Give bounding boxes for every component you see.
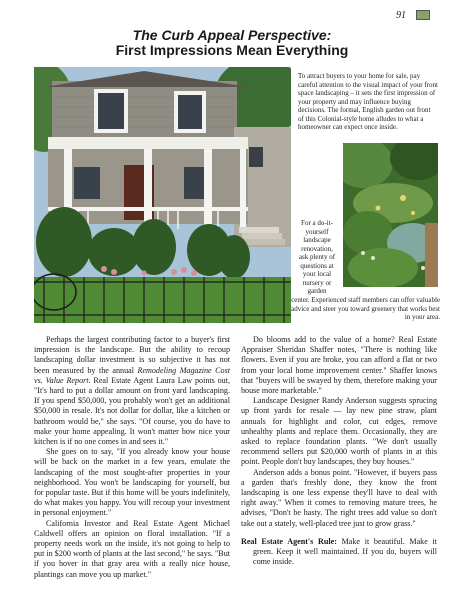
page-title — [0, 28, 464, 58]
house-photo — [34, 67, 291, 323]
garden-photo — [343, 143, 438, 287]
publication-title: Remodeling Magazine Cost vs. Value Report — [34, 365, 230, 385]
article-paragraph: Perhaps the largest contributing factor to a buyer's first impression is the landscape. But the ability to recoup landscaping dollar investment is so subjective it has not been measured by the annual Remodeling Magazine Cost vs. Value Report. Real Estate Agent Laura Law points out, "It's hard to put a dollar amount on front yard landscaping. If you spend $50,000, you probably won't get an additional $50,000 in resale. It's not dollar for dollar, like a kitchen or bathroom would be," she says. "Of course, you do have to make your home appealing. It won't matter how nice your kitchen is if no one comes in and sees it." — [34, 335, 230, 447]
article-column-right — [241, 335, 437, 567]
article-paragraph: Do blooms add to the value of a home? Real Estate Appraiser Sheridan Shaffer notes, "There is nothing like flowers. Even if you are broke, you can afford a flat or two from your local home improvement center." Shaffer knows that "buyers will be swayed by them, therefore making your house more marketable." — [241, 335, 437, 396]
caption-garden-lower: center. Experienced staff members can offer valuable advice and steer you toward greenery that works best in your area. — [291, 296, 440, 321]
article-paragraph: She goes on to say, "If you already know your house will be back on the market in a few years, emulate the landscaping of the most sought-after properties in your neighborhood. You won't be landscaping for yourself, but for popular taste. But if this home will be yours indefinitely, do what makes you happy. You will recoup your investment in personal enjoyment." — [34, 447, 230, 518]
caption-top: To attract buyers to your home for sale, pay careful attention to the visual impact of your front space landscaping – it sets the first impression of your property and may influence buying decisions. The formal, English garden out front of this Colonial-style home alludes to what a homeowner can expect once inside. — [298, 72, 438, 131]
title-line-1: The Curb Appeal Perspective: — [132, 27, 332, 43]
page-number: 91 — [396, 10, 406, 21]
article-paragraph: California Investor and Real Estate Agent Michael Caldwell offers an opinion on floral installation. "If a property needs work on the inside, it's not going to help to put in $200 worth of plants at the last second," he says. "But if you hover in that gray area with a really nice house, plantings can move you up market." — [34, 518, 230, 579]
agent-rule-label: Real Estate Agent's Rule: — [241, 536, 337, 546]
article-paragraph: Landscape Designer Randy Anderson suggests sprucing up front yards for resale — lay new pine straw, plant annuals for highlight and color, cut edges, remove unhealthy plants and replace them. Occasionally, they are asked to replace foundation plants. "We don't usually recommend sellers put $20,000 worth of plants in at this point. People don't buy landscapes, they buy houses." — [241, 396, 437, 467]
article-column-left — [34, 335, 230, 580]
caption-garden-upper: For a do-it-yourself landscape renovation, ask plenty of questions at your local nursery or garden — [298, 219, 336, 295]
agent-rule-text: Make it beautiful. Make it green. Keep it well maintained. If you do, buyers will come inside. — [253, 536, 437, 567]
article-paragraph: Anderson adds a bonus point. "However, if buyers pass a garden that's freshly done, they know the front landscaping is one less expense they'll have to deal with right away." When it comes to removing mature trees, he advises, "Don't be hasty. The right trees add value so don't take out a stately, well-placed tree just to grow grass." — [241, 467, 437, 528]
agent-rule — [241, 537, 437, 568]
title-line-2: First Impressions Mean Everything — [115, 42, 349, 58]
page-badge-icon — [416, 10, 430, 20]
